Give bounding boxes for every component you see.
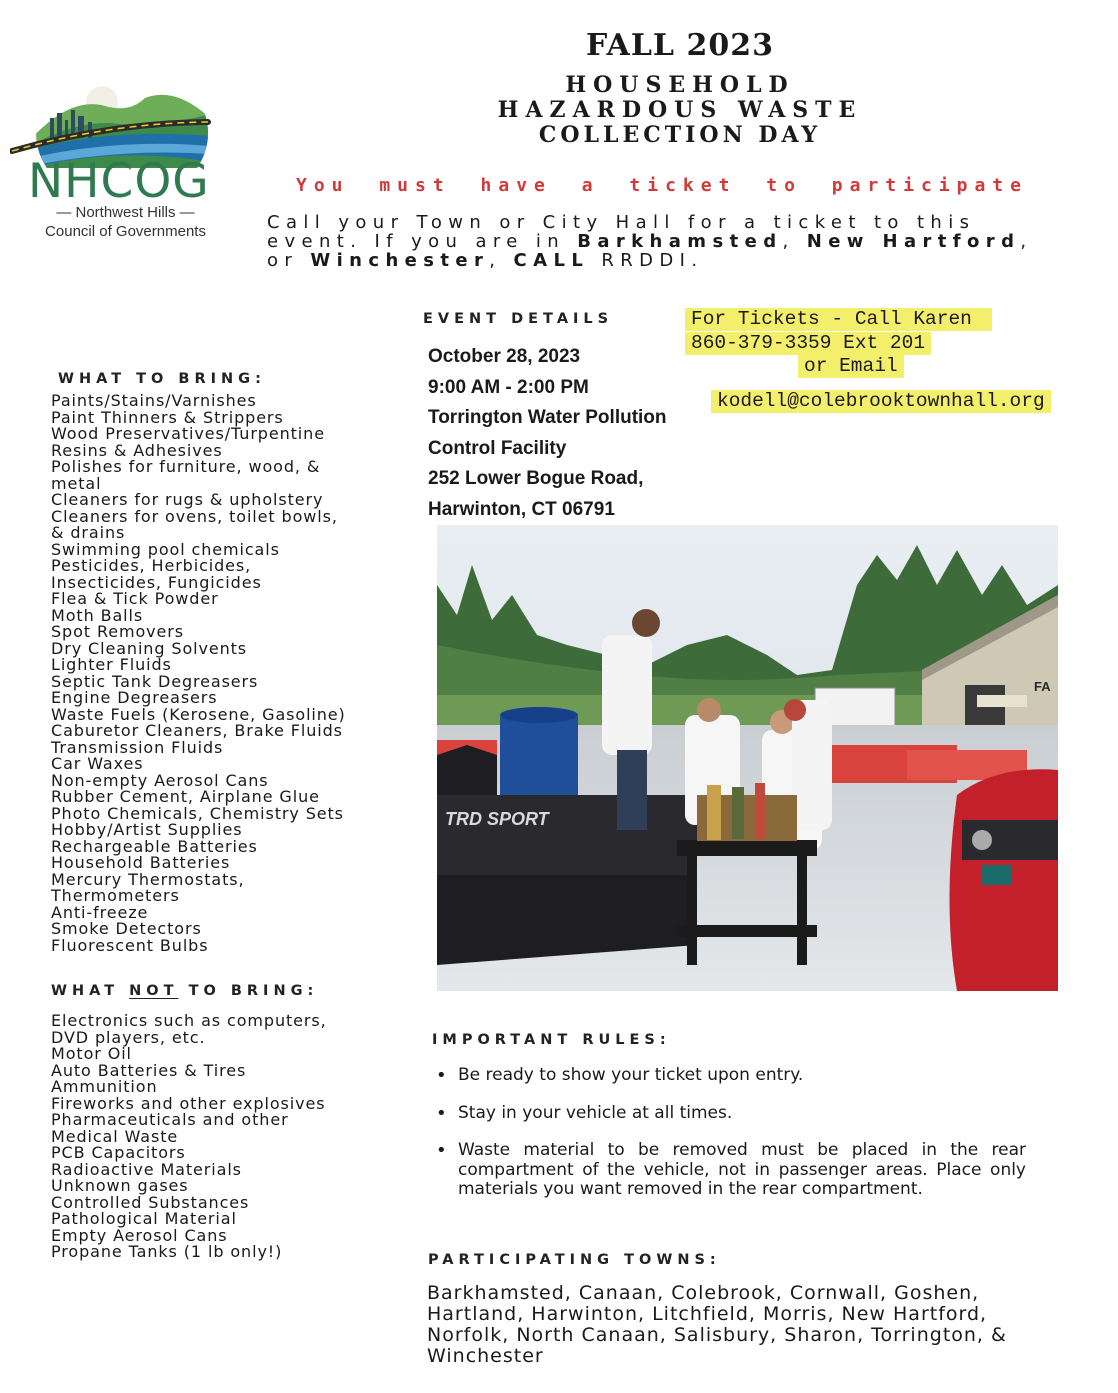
truck-badge: TRD SPORT bbox=[445, 809, 549, 829]
call-word: CALL bbox=[513, 250, 590, 271]
photo-illustration bbox=[437, 525, 1058, 991]
list-item: Spot Removers bbox=[51, 622, 185, 641]
list-item: Medical Waste bbox=[51, 1126, 179, 1146]
nhcog-logo bbox=[10, 58, 215, 248]
call-instructions bbox=[267, 213, 1067, 270]
list-item: Rubber Cement, Airplane Glue bbox=[51, 787, 320, 806]
collection-event-photo bbox=[437, 525, 1058, 991]
ticket-or-email: or Email bbox=[798, 355, 904, 378]
list-item: Pesticides, Herbicides, bbox=[51, 556, 252, 575]
list-item: Thermometers bbox=[51, 886, 180, 905]
list-item: Unknown gases bbox=[51, 1176, 189, 1195]
list-item: DVD players, etc. bbox=[51, 1027, 206, 1047]
participating-towns: Barkhamsted, Canaan, Colebrook, Cornwall, Goshen, Hartland, Harwinton, Litchfield, Morris, New Hartford, Norfolk, North Canaan, Salisbury, Sharon, Torrington, & Winchester bbox=[427, 1282, 1007, 1367]
what-to-bring-list bbox=[51, 393, 391, 954]
list-item: Dry Cleaning Solvents bbox=[51, 638, 248, 658]
logo-name: NHCOG bbox=[28, 154, 210, 209]
not-heading-post: TO BRING: bbox=[178, 983, 319, 999]
list-item: Controlled Substances bbox=[51, 1192, 250, 1212]
list-item: metal bbox=[51, 473, 102, 493]
call-town-winchester: Winchester bbox=[310, 250, 490, 271]
list-item: Caburetor Cleaners, Brake Fluids bbox=[51, 721, 343, 740]
event-location-line-1: Torrington Water Pollution bbox=[428, 407, 667, 428]
list-item: Polishes for furniture, wood, & bbox=[51, 457, 321, 476]
list-item: Household Batteries bbox=[51, 853, 231, 872]
logo-subtitle-line-1: — Northwest Hills — bbox=[56, 204, 195, 221]
event-location-line-2: Control Facility bbox=[428, 437, 567, 459]
important-rules-heading: IMPORTANT RULES: bbox=[432, 1032, 671, 1048]
list-item: Resins & Adhesives bbox=[51, 440, 223, 460]
ticket-contact-line-1: For Tickets - Call Karen bbox=[685, 308, 992, 331]
list-item: Auto Batteries & Tires bbox=[51, 1060, 247, 1080]
event-details-heading: EVENT DETAILS bbox=[423, 311, 614, 327]
list-item: Empty Aerosol Cans bbox=[51, 1225, 228, 1245]
list-item: Flea & Tick Powder bbox=[51, 589, 219, 608]
event-address-line-1: 252 Lower Bogue Road, bbox=[428, 468, 644, 489]
list-item: Radioactive Materials bbox=[51, 1159, 242, 1179]
not-heading-pre: WHAT bbox=[51, 983, 130, 999]
list-item: Electronics such as computers, bbox=[51, 1011, 327, 1030]
important-rules-list bbox=[436, 1066, 1026, 1218]
what-not-to-bring-heading bbox=[51, 983, 318, 999]
list-item: Pathological Material bbox=[51, 1209, 237, 1228]
list-item: Cleaners for rugs & upholstery bbox=[51, 490, 324, 509]
rule-item: • Stay in your vehicle at all times. bbox=[436, 1104, 1026, 1124]
list-item: Rechargeable Batteries bbox=[51, 836, 258, 856]
participating-towns-heading: PARTICIPATING TOWNS: bbox=[428, 1252, 721, 1268]
list-item: PCB Capacitors bbox=[51, 1143, 186, 1162]
logo-subtitle-line-2: Council of Governments bbox=[45, 223, 206, 240]
call-text-part-1: Call your Town or City Hall for a ticket to this event. If you are in bbox=[267, 212, 976, 252]
call-separator-3: , bbox=[489, 250, 514, 271]
list-item: Engine Degreasers bbox=[51, 688, 218, 707]
list-item: Hobby/Artist Supplies bbox=[51, 820, 243, 839]
list-item: Anti-freeze bbox=[51, 902, 149, 922]
event-address-line-2: Harwinton, CT 06791 bbox=[428, 498, 615, 520]
ticket-email[interactable]: kodell@colebrooktownhall.org bbox=[711, 390, 1051, 413]
building-sign: FA bbox=[1034, 679, 1051, 694]
what-to-bring-heading: WHAT TO BRING: bbox=[58, 371, 266, 387]
list-item: Waste Fuels (Kerosene, Gasoline) bbox=[51, 704, 346, 724]
list-item: Transmission Fluids bbox=[51, 737, 224, 757]
list-item: Pharmaceuticals and other bbox=[51, 1110, 289, 1129]
rule-item: • Be ready to show your ticket upon entry. bbox=[436, 1066, 1026, 1086]
list-item: Moth Balls bbox=[51, 605, 144, 625]
list-item: Swimming pool chemicals bbox=[51, 539, 280, 559]
title-block bbox=[420, 28, 940, 148]
list-item: Wood Preservatives/Turpentine bbox=[51, 424, 325, 443]
list-item: Motor Oil bbox=[51, 1044, 132, 1063]
call-town-new-hartford: New Hartford bbox=[806, 231, 1021, 252]
title-line-household: HOUSEHOLD bbox=[565, 72, 795, 98]
event-date: October 28, 2023 bbox=[428, 346, 581, 367]
title-season: FALL 2023 bbox=[586, 28, 774, 63]
list-item: Insecticides, Fungicides bbox=[51, 572, 262, 592]
list-item: Non-empty Aerosol Cans bbox=[51, 770, 269, 790]
list-item: Ammunition bbox=[51, 1077, 158, 1096]
list-item: Paints/Stains/Varnishes bbox=[51, 391, 257, 410]
ticket-requirement: You must have a ticket to participate bbox=[296, 175, 1028, 196]
rule-item: • Waste material to be removed must be placed in the rear compartment of the vehicle, not in passenger areas. Place only materials you want removed in the rear compartment. bbox=[436, 1141, 1026, 1200]
list-item: Fireworks and other explosives bbox=[51, 1093, 326, 1113]
list-item: Photo Chemicals, Chemistry Sets bbox=[51, 803, 344, 823]
call-text-part-2: RRDDI. bbox=[589, 250, 704, 271]
what-not-to-bring-list bbox=[51, 1013, 391, 1261]
call-separator-2: , or bbox=[267, 231, 1033, 271]
event-details bbox=[428, 342, 667, 525]
title-line-collection: COLLECTION DAY bbox=[538, 122, 822, 148]
list-item: Lighter Fluids bbox=[51, 655, 172, 674]
list-item: Smoke Detectors bbox=[51, 919, 202, 938]
title-line-hazardous: HAZARDOUS WASTE bbox=[497, 97, 863, 123]
event-time: 9:00 AM - 2:00 PM bbox=[428, 376, 589, 398]
call-town-barkhamsted: Barkhamsted bbox=[577, 231, 783, 252]
list-item: Propane Tanks (1 lb only!) bbox=[51, 1242, 283, 1261]
call-separator-1: , bbox=[782, 231, 807, 252]
not-heading-not: NOT bbox=[129, 983, 179, 999]
list-item: Septic Tank Degreasers bbox=[51, 671, 259, 691]
ticket-phone: 860-379-3359 Ext 201 bbox=[685, 332, 931, 355]
list-item: Fluorescent Bulbs bbox=[51, 935, 209, 955]
list-item: Car Waxes bbox=[51, 754, 144, 773]
list-item: & drains bbox=[51, 523, 126, 542]
list-item: Paint Thinners & Strippers bbox=[51, 407, 284, 427]
list-item: Mercury Thermostats, bbox=[51, 869, 245, 889]
list-item: Cleaners for ovens, toilet bowls, bbox=[51, 506, 338, 526]
